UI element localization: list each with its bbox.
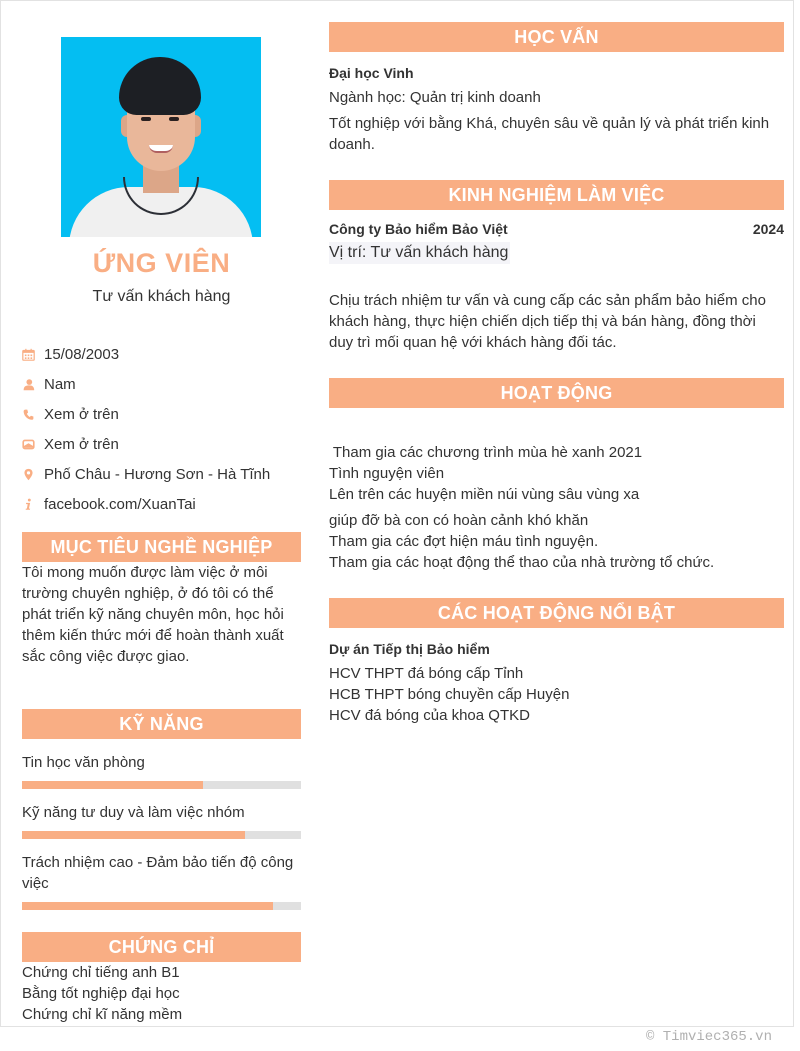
activity-line: Tham gia các chương trình mùa hè xanh 2021 [329,444,643,461]
certificate-item: Chứng chỉ tiếng anh B1 [22,964,180,981]
photo-eye [169,117,179,121]
highlights-section [329,598,784,726]
photo-eye [141,117,151,121]
skill-bar-fill [22,831,245,839]
photo-hair [119,57,201,115]
objective-text: Tôi mong muốn được làm việc ở môi trường chuyên nghiệp, ở đó tôi có thể phát triển kỹ năng chuyên môn, học hỏi thêm kiến thức mới để hoàn thành xuất sắc công việc được giao. [22,564,284,665]
phone-icon [22,406,44,422]
activity-line: giúp đỡ bà con có hoàn cảnh khó khăn [329,512,589,529]
education-section [329,22,784,155]
contact-address [22,459,301,489]
left-column [22,37,301,1025]
education-description: Tốt nghiệp với bằng Khá, chuyên sâu về quản lý và phát triển kinh doanh. [329,115,770,153]
activities-section [329,378,784,573]
skill-label: Tin học văn phòng [22,754,145,771]
skill-item [22,752,301,789]
education-school: Đại học Vinh [329,65,414,81]
website-value: facebook.com/XuanTai [44,495,196,513]
highlights-project: Dự án Tiếp thị Bảo hiểm [329,641,490,657]
contact-phone[interactable] [22,399,301,429]
skill-item [22,802,301,839]
copyright-footer: © Timviec365.vn [645,1029,772,1045]
address-value: Phố Châu - Hương Sơn - Hà Tĩnh [44,465,271,483]
right-column [329,22,784,726]
mail-icon [22,436,44,452]
contact-birthdate [22,339,301,369]
skill-bar-track [22,831,301,839]
certificate-item: Chứng chỉ kĩ năng mềm [22,1006,183,1023]
candidate-name: ỨNG VIÊN [92,248,231,278]
highlights-heading: CÁC HOẠT ĐỘNG NỔI BẬT [329,598,784,628]
experience-section [329,180,784,353]
activity-line: Tình nguyện viên [329,465,445,482]
email-value: Xem ở trên [44,435,119,453]
info-icon [22,496,44,512]
gender-value: Nam [44,375,76,393]
activity-line: Tham gia các hoạt động thể thao của nhà trường tổ chức. [329,554,715,571]
education-heading: HỌC VẤN [329,22,784,52]
contact-list [22,339,301,519]
experience-description: Chịu trách nhiệm tư vấn và cung cấp các sản phẩm bảo hiểm cho khách hàng, thực hiện chiến dịch tiếp thị và bán hàng, đồng thời duy trì mối quan hệ với khách hàng đối tác. [329,292,766,351]
objective-heading: MỤC TIÊU NGHỀ NGHIỆP [22,532,301,562]
skill-bar-track [22,781,301,789]
education-major: Ngành học: Quản trị kinh doanh [329,89,541,106]
highlight-item: HCV THPT đá bóng cấp Tỉnh [329,665,524,682]
calendar-icon [22,346,44,362]
experience-company: Công ty Bảo hiểm Bảo Việt [329,221,508,237]
skill-bar-fill [22,781,203,789]
experience-position: Vị trí: Tư vấn khách hàng [329,242,510,264]
skills-heading: KỸ NĂNG [22,709,301,739]
activity-line: Lên trên các huyện miền núi vùng sâu vùng xa [329,486,640,503]
skill-bar-track [22,902,301,910]
contact-email[interactable] [22,429,301,459]
activities-heading: HOẠT ĐỘNG [329,378,784,408]
skill-label: Kỹ năng tư duy và làm việc nhóm [22,804,245,821]
skill-item [22,852,301,910]
user-icon [22,376,44,392]
experience-year: 2024 [752,221,784,237]
phone-value: Xem ở trên [44,405,119,423]
candidate-title: Tư vấn khách hàng [92,288,231,305]
experience-heading: KINH NGHIỆM LÀM VIỆC [329,180,784,210]
certificate-item: Bằng tốt nghiệp đại học [22,985,180,1002]
highlight-item: HCB THPT bóng chuyền cấp Huyện [329,686,570,703]
skill-label: Trách nhiệm cao - Đảm bảo tiến độ công việc [22,854,294,892]
activity-line: Tham gia các đợt hiện máu tình nguyện. [329,533,599,550]
certificates-heading: CHỨNG CHỈ [22,932,301,962]
location-icon [22,466,44,482]
skills-section [22,709,301,910]
contact-gender [22,369,301,399]
certificates-section [22,932,301,1025]
birthdate-value: 15/08/2003 [44,345,120,363]
highlight-item: HCV đá bóng của khoa QTKD [329,707,530,724]
skill-bar-fill [22,902,273,910]
objective-section [22,532,301,667]
contact-website[interactable] [22,489,301,519]
profile-photo [61,37,261,237]
